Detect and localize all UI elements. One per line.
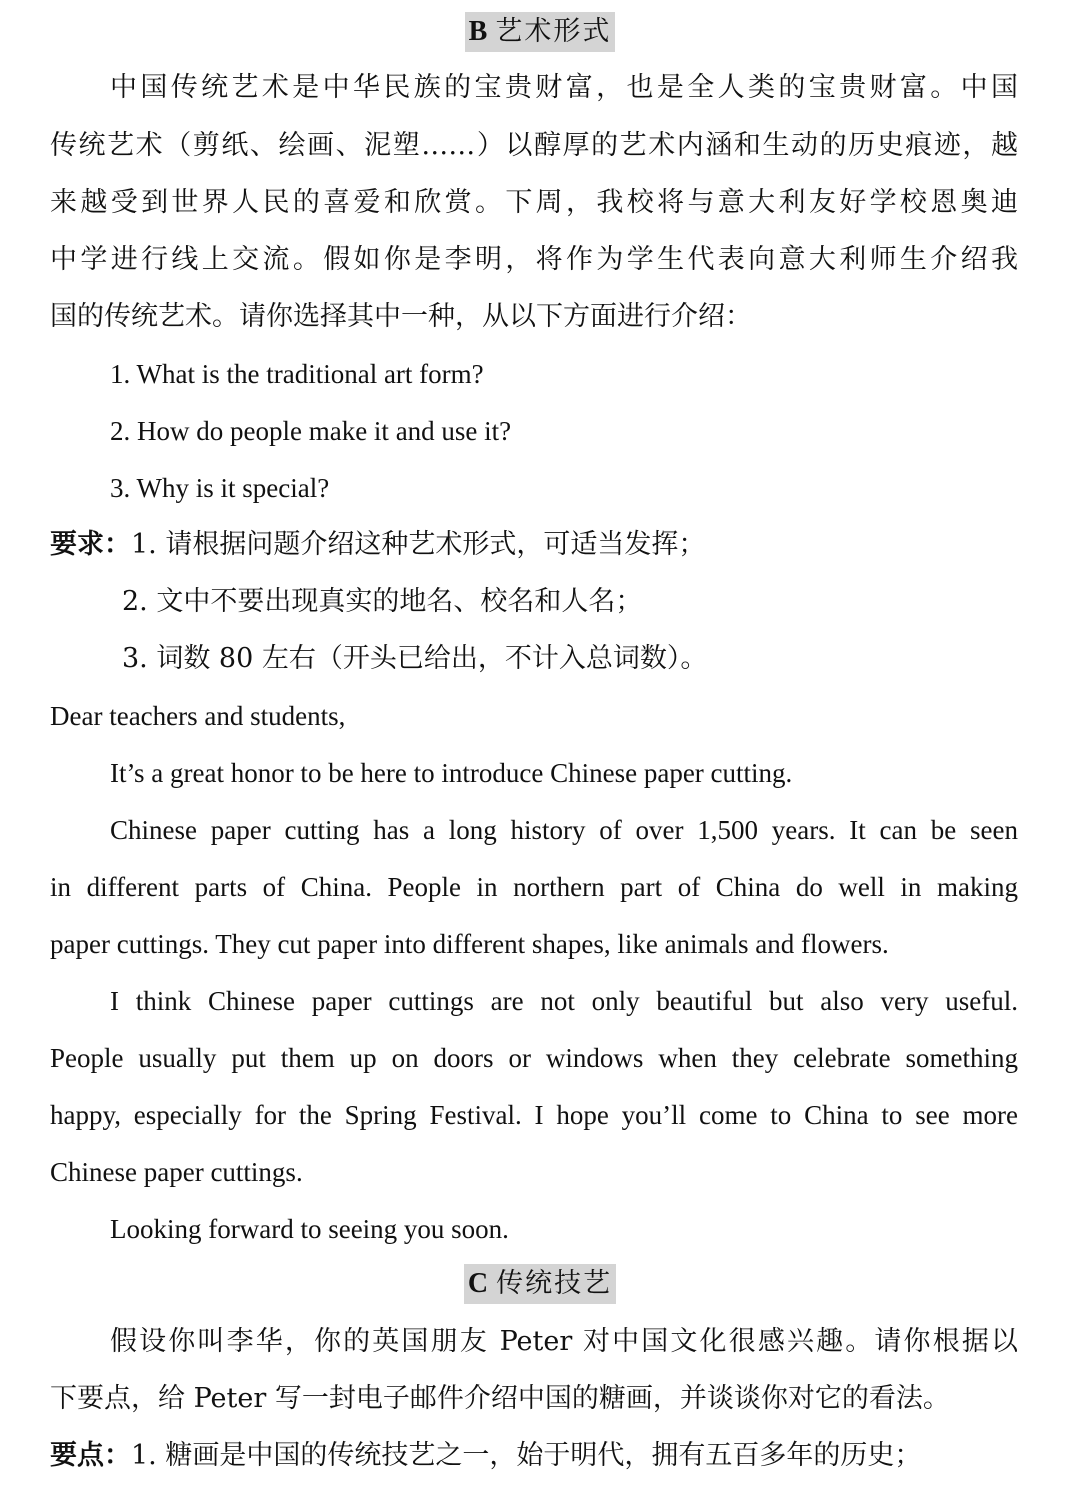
essay-paragraph-2-line-2: in different parts of China. People in northern part of China do well in making [50, 872, 1018, 902]
section-b-letter: B [468, 16, 490, 47]
essay-paragraph-3-line-2: People usually put them up on doors or windows when they celebrate something [50, 1043, 1018, 1073]
point-row-1 [50, 1436, 1018, 1476]
section-b-heading-box [465, 12, 616, 52]
section-b-heading [0, 12, 1080, 56]
requirement-3: 3. 词数 80 左右（开头已给出，不计入总词数）。 [122, 643, 708, 674]
essay-greeting: Dear teachers and students, [50, 701, 346, 731]
requirements-label: 要求： [50, 529, 131, 560]
requirement-row-1 [50, 525, 1018, 565]
section-b-intro-line-3: 来越受到世界人民的喜爱和欣赏。下周，我校将与意大利友好学校恩奥迪 [50, 187, 1018, 218]
essay-paragraph-1: It’s a great honor to be here to introduce Chinese paper cutting. [110, 758, 793, 788]
section-b-intro-line-2: 传统艺术（剪纸、绘画、泥塑……）以醇厚的艺术内涵和生动的历史痕迹，越 [50, 130, 1018, 161]
section-b-title: 艺术形式 [495, 16, 612, 47]
point-1: 1. 糖画是中国的传统技艺之一，始于明代，拥有五百多年的历史； [131, 1440, 922, 1471]
question-3: 3. Why is it special? [110, 473, 330, 503]
section-c-letter: C [467, 1268, 491, 1299]
essay-paragraph-3-line-1: I think Chinese paper cuttings are not only beautiful but also very useful. [110, 986, 1018, 1016]
section-c-title: 传统技艺 [496, 1268, 613, 1299]
requirement-1: 1. 请根据问题介绍这种艺术形式，可适当发挥； [131, 529, 706, 560]
section-c-intro-line-1: 假设你叫李华，你的英国朋友 Peter 对中国文化很感兴趣。请你根据以 [110, 1326, 1018, 1357]
points-label: 要点： [50, 1440, 131, 1471]
section-c-heading [0, 1264, 1080, 1308]
essay-closing: Looking forward to seeing you soon. [110, 1214, 509, 1244]
essay-paragraph-3-line-3: happy, especially for the Spring Festival. I hope you’ll come to China to see more [50, 1100, 1018, 1130]
section-c-intro-line-2: 下要点，给 Peter 写一封电子邮件介绍中国的糖画，并谈谈你对它的看法。 [50, 1383, 950, 1414]
requirement-2: 2. 文中不要出现真实的地名、校名和人名； [122, 586, 643, 617]
essay-paragraph-2-line-3: paper cuttings. They cut paper into different shapes, like animals and flowers. [50, 929, 889, 959]
question-1: 1. What is the traditional art form? [110, 359, 484, 389]
section-c-heading-box [464, 1264, 616, 1304]
section-b-intro-line-4: 中学进行线上交流。假如你是李明，将作为学生代表向意大利师生介绍我 [50, 244, 1018, 275]
essay-paragraph-2-line-1: Chinese paper cutting has a long history of over 1,500 years. It can be seen [110, 815, 1018, 845]
question-2: 2. How do people make it and use it? [110, 416, 512, 446]
essay-paragraph-3-line-4: Chinese paper cuttings. [50, 1157, 303, 1187]
section-b-intro-line-1: 中国传统艺术是中华民族的宝贵财富，也是全人类的宝贵财富。中国 [110, 72, 1018, 103]
section-b-intro-line-5: 国的传统艺术。请你选择其中一种，从以下方面进行介绍： [50, 301, 752, 332]
